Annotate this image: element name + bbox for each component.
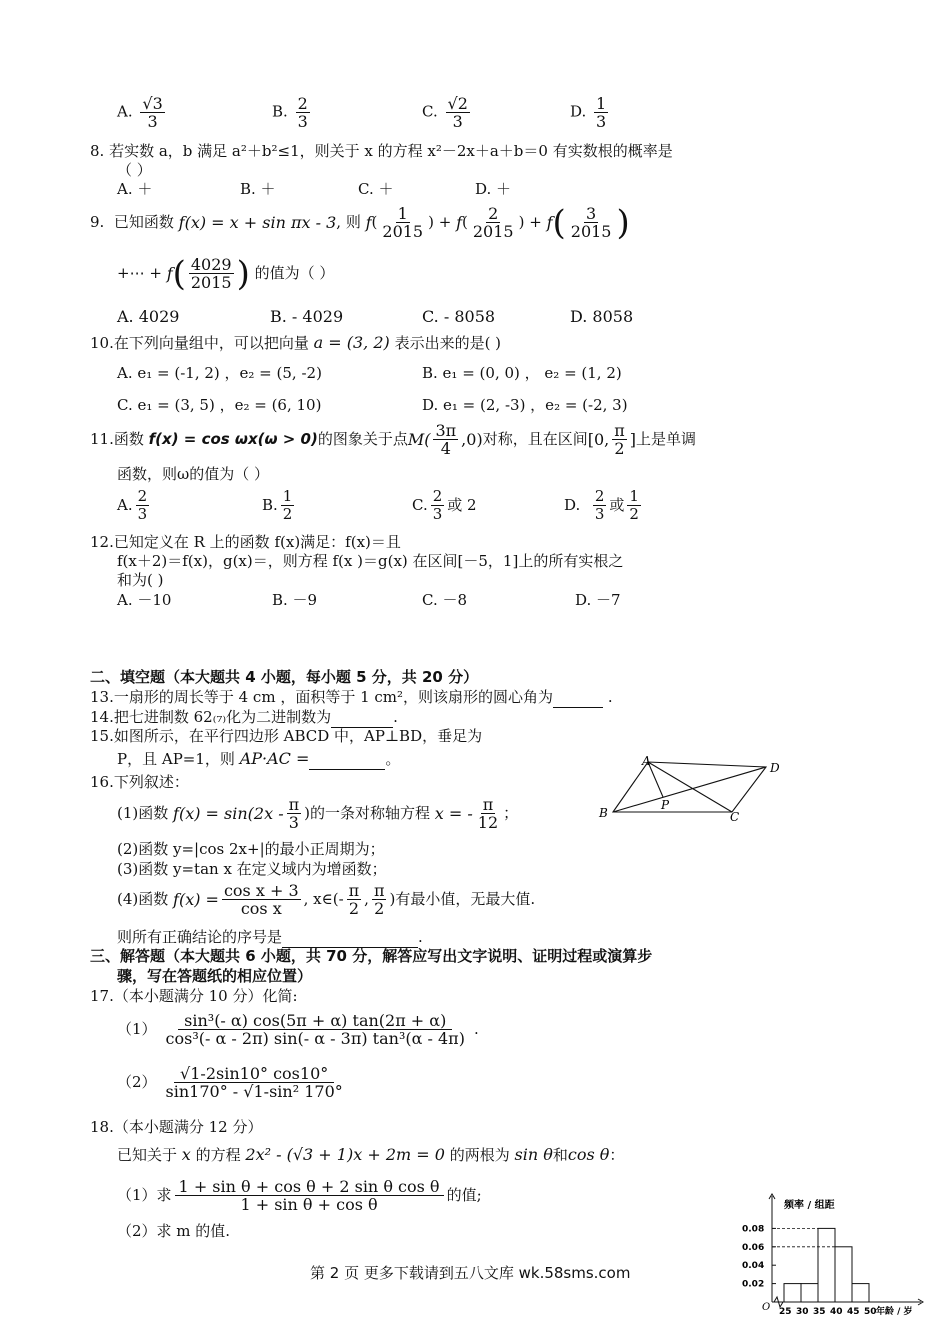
q18-c: 的两根为: [449, 1146, 510, 1164]
histogram-y-tick-1: 0.04: [742, 1261, 765, 1272]
q18-s1-num: 1 + sin θ + cos θ + 2 sin θ cos θ: [175, 1178, 444, 1196]
section3-title-2: 骤，写在答题纸的相应位置）: [117, 967, 313, 985]
q18-x: x: [181, 1145, 191, 1164]
point-c-label: C: [730, 810, 740, 824]
point-p-label: P: [661, 798, 670, 812]
s1-n2: π: [482, 795, 494, 814]
q7-c-num: √2: [447, 94, 468, 113]
histogram-bar-1: [801, 1284, 818, 1302]
q16-statement-1: [117, 796, 518, 831]
histogram-title: 频率 / 组距: [784, 1200, 835, 1211]
q11-int-close: ]: [629, 430, 636, 449]
q9-f3: f: [546, 213, 553, 232]
q18-part-2: （2）求 m 的值.: [117, 1222, 231, 1240]
q9-line2: [117, 253, 335, 294]
q11-c-frac: [431, 488, 445, 523]
histogram-bar-4: [852, 1284, 869, 1302]
q11-c-n: 2: [432, 487, 443, 505]
q11-b-frac: [281, 488, 295, 523]
q7-b-num: 2: [297, 94, 308, 113]
histogram-x-tick-3: 40: [830, 1307, 843, 1317]
q12-option-b: B. －9: [272, 591, 318, 609]
q13-blank: [553, 688, 603, 708]
q9-frac2: [471, 205, 516, 240]
q9-option-b: B. - 4029: [270, 307, 344, 326]
q15-l2-text: P，且 AP=1，则: [117, 750, 235, 768]
q17-p2-label: （2）: [117, 1073, 157, 1091]
q18-sin: sin θ: [514, 1145, 553, 1164]
s1-d: 3: [288, 813, 299, 832]
q9-d4: 2015: [190, 273, 232, 292]
q9-line2-lead: +⋯ +: [117, 264, 162, 282]
q7-c-label: C.: [422, 102, 438, 121]
q18-s1-den: 1 + sin θ + cos θ: [240, 1195, 378, 1214]
q17-p1-num: sin³(- α) cos(5π + α) tan(2π + α): [178, 1012, 452, 1030]
q7-d-den: 3: [596, 112, 607, 131]
q11-stem3: 对称，且在区间: [482, 430, 588, 448]
s1-n: π: [288, 795, 300, 814]
q11-stem2: 的图象关于点: [317, 430, 408, 448]
q11-option-b: [262, 488, 297, 523]
histogram-y-tick-2: 0.06: [742, 1242, 765, 1253]
s4-d1: 2: [348, 899, 359, 918]
q17-p2-frac: [160, 1065, 349, 1100]
q17-p2-den: sin170° - √1-sin² 170°: [165, 1082, 343, 1101]
q11-c-tail: 或 2: [447, 496, 477, 514]
q11-d-or: 或: [609, 496, 625, 514]
s1-end: ；: [503, 804, 519, 822]
q9-d1: 2015: [382, 222, 424, 241]
s4-n: cos x + 3: [223, 881, 299, 900]
q17-p1-label: （1）: [117, 1020, 157, 1038]
section2-title: 二、填空题（本大题共 4 小题，每小题 5 分，共 20 分）: [90, 668, 479, 686]
histogram-bar-0: [784, 1284, 801, 1302]
q18-eq: 2x² - (√3 + 1)x + 2m = 0: [245, 1145, 445, 1164]
q16-conclusion: [117, 928, 423, 948]
q10-option-a: A. e₁ = (-1, 2) ，e₂ = (5, -2): [117, 364, 322, 382]
q12-line3: 和为( ): [117, 571, 164, 589]
q11-b-n: 1: [282, 487, 293, 505]
s1-d2: 12: [477, 813, 499, 832]
q11-d-n1: 2: [594, 487, 605, 505]
q7-option-b: [272, 95, 313, 130]
q7-d-label: D.: [570, 102, 587, 121]
s5-text: 则所有正确结论的序号是: [117, 928, 283, 946]
s4-frac1: [347, 882, 362, 917]
q7-b-label: B.: [272, 102, 288, 121]
q9-func: f(x) = x + sin πx - 3: [178, 213, 337, 232]
s4-d2: 2: [374, 899, 385, 918]
q16-statement-4: [117, 882, 535, 917]
histogram-x-label: 年龄 / 岁: [876, 1307, 913, 1317]
q12-option-d: D. －7: [575, 591, 621, 609]
q11-stem: [90, 422, 696, 457]
q17-p1-frac: [160, 1012, 471, 1047]
q14-text: 14.把七进制数 62₍₇₎化为二进制数为: [90, 708, 332, 726]
q7-option-a: [117, 95, 168, 130]
q9-d3: 2015: [570, 222, 612, 241]
s1-x: x = -: [434, 804, 473, 823]
q9-option-d: D. 8058: [570, 307, 634, 326]
q18-a: 已知关于: [117, 1146, 178, 1164]
q18-b: 的方程: [195, 1146, 241, 1164]
q11-mn: 3π: [435, 421, 457, 440]
q11-a-label: A.: [117, 496, 133, 514]
q14-blank: [331, 708, 393, 728]
q11-d-d1: 3: [594, 505, 605, 523]
q13-line: [90, 688, 613, 708]
q12-line1: 12.已知定义在 R 上的函数 f(x)满足：f(x)＝且: [90, 533, 401, 551]
histogram-x-tick-4: 45: [847, 1307, 860, 1317]
q7-d-frac: [594, 95, 608, 130]
parallelogram-figure: [596, 755, 796, 825]
q10-vec: a = (3, 2): [313, 333, 390, 352]
q11-stem1: 11.函数: [90, 430, 144, 448]
q12-line2: f(x＋2)＝f(x)，g(x)＝，则方程 f(x )＝g(x) 在区间[－5，1]上的所有实根之: [117, 552, 624, 570]
q11-md: 4: [440, 439, 451, 458]
q9-f4: f: [166, 264, 173, 283]
q9-rparen4: ): [236, 253, 250, 294]
q9-frac1: [380, 205, 425, 240]
q11-func: f(x) = cos ωx(ω > 0): [148, 430, 318, 448]
q9-lead: 已知函数: [113, 213, 174, 231]
q11-d-label: D.: [564, 496, 581, 514]
q15-end: 。: [385, 750, 401, 768]
q9-option-a: A. 4029: [117, 307, 180, 326]
q10-option-b: B. e₁ = (0, 0) ， e₂ = (1, 2): [422, 364, 622, 382]
s4-lead: (4)函数: [117, 890, 169, 908]
q9-plus2: +: [529, 213, 542, 231]
histogram-origin: O: [762, 1302, 771, 1313]
q9-d2: 2015: [472, 222, 514, 241]
q18-and: 和: [552, 1146, 568, 1164]
q8-option-b: B. ＋: [240, 180, 276, 198]
q16-statement-3: (3)函数 y=tan x 在定义域内为增函数；: [117, 860, 387, 878]
q10-tail: 表示出来的是( ): [394, 334, 502, 352]
q9-lparen3: (: [552, 202, 566, 243]
s4-n2: π: [373, 881, 385, 900]
histogram-y-tick-0: 0.02: [742, 1279, 765, 1290]
s4-comma: ,: [364, 890, 369, 908]
s1-lead: (1)函数: [117, 804, 169, 822]
q9-comma: , 则: [336, 213, 361, 231]
q11-a-frac: [136, 488, 150, 523]
s4-n1: π: [348, 881, 360, 900]
s1-frac: [287, 796, 302, 831]
q9-frac4: [189, 256, 234, 291]
q9-frac3: [569, 205, 614, 240]
histogram-bar-2: [818, 1228, 835, 1302]
q14-line: [90, 708, 398, 728]
q11-b-d: 2: [282, 505, 293, 523]
q13-end: .: [607, 688, 613, 706]
q8-option-d: D. ＋: [475, 180, 512, 198]
q15-line2: [117, 749, 400, 770]
q10-option-c: C. e₁ = (3, 5) ，e₂ = (6, 10): [117, 396, 322, 414]
q7-b-frac: [296, 95, 310, 130]
q9-n3: 3: [586, 204, 597, 223]
q7-b-den: 3: [297, 112, 308, 131]
q7-option-c: [422, 95, 473, 130]
histogram-x-tick-2: 35: [813, 1307, 826, 1317]
s4-end: )有最小值，无最大值.: [389, 890, 536, 908]
q11-id: 2: [614, 439, 625, 458]
q11-d-frac2: [627, 488, 641, 523]
page-footer: 第 2 页 更多下载请到五八文库 wk.58sms.com: [310, 1264, 631, 1282]
q10-option-d: D. e₁ = (2, -3) ，e₂ = (-2, 3): [422, 396, 628, 414]
s4-frac2: [372, 882, 387, 917]
q18-end: ：: [609, 1146, 625, 1164]
point-d-label: D: [770, 761, 780, 775]
q9-n1: 1: [397, 204, 408, 223]
q9-n2: 2: [488, 204, 499, 223]
q7-c-den: 3: [452, 112, 463, 131]
q11-int-open: [0,: [587, 430, 610, 449]
s4-d: cos x: [240, 899, 282, 918]
s4-frac: [222, 882, 301, 917]
s1-mid: )的一条对称轴方程: [304, 804, 430, 822]
q11-d-d2: 2: [629, 505, 639, 523]
q13-text: 13.一扇形的周长等于 4 cm ，面积等于 1 cm²，则该扇形的圆心角为: [90, 688, 554, 706]
q9-plus1: +: [438, 213, 452, 231]
q9-num: 9.: [90, 213, 105, 231]
q17-p1-den: cos³(- α - 2π) sin(- α - 3π) tan³(α - 4π): [165, 1029, 465, 1048]
q17-part-2: [117, 1065, 352, 1100]
q11-option-c: [412, 488, 477, 523]
q18-cos: cos θ: [567, 1145, 610, 1164]
histogram-x-tick-1: 30: [796, 1307, 809, 1317]
s4-domain: , x∈(-: [303, 890, 344, 908]
q11-d-frac1: [593, 488, 607, 523]
q11-b-label: B.: [262, 496, 278, 514]
q8-option-a: A. ＋: [117, 180, 153, 198]
histogram-x-tick-5: 50: [864, 1307, 877, 1317]
q17-p2-num: √1-2sin10° cos10°: [174, 1065, 334, 1083]
q7-option-d: [570, 95, 611, 130]
q9-rparen3: ): [616, 202, 630, 243]
q9-line1: 9. 已知函数 f(x) = x + sin πx - 3 , 则 f ( $\frac{1}{2015}$ ) + f ( $\frac{2}{2015}$ ) + f ( $\frac{3}{2015}$ ): [90, 202, 630, 243]
q7-d-num: 1: [596, 94, 607, 113]
q11-m-tail: ,0): [461, 430, 483, 449]
q15-expr: AP·AC =: [239, 749, 310, 768]
q18-s1-label: （1）求: [117, 1186, 172, 1204]
q8-option-c: C. ＋: [358, 180, 394, 198]
q9-f1: f: [365, 213, 372, 232]
q7-a-den: 3: [147, 112, 158, 131]
q11-a-d: 3: [137, 505, 148, 523]
q16-statement-2: (2)函数 y=|cos 2x+|的最小正周期为；: [117, 840, 385, 858]
q11-option-d: [564, 488, 644, 523]
q18-s1-frac: [175, 1178, 444, 1213]
q15-blank: [309, 750, 385, 770]
q16-stem: 16.下列叙述：: [90, 773, 189, 791]
q12-option-a: A. －10: [117, 591, 172, 609]
q7-a-frac: [140, 95, 164, 130]
q11-c-d: 3: [432, 505, 443, 523]
s1-func: f(x) = sin(2x -: [173, 804, 284, 823]
age-histogram: [738, 1190, 928, 1320]
histogram-y-tick-3: 0.08: [742, 1224, 765, 1235]
s4-func: f(x) =: [173, 890, 219, 909]
q11-m: M(: [407, 430, 431, 449]
diagonal-bd: [613, 767, 766, 812]
q11-stem4: 上是单调: [635, 430, 696, 448]
q10-stem: 10.在下列向量组中，可以把向量: [90, 334, 309, 352]
point-b-label: B: [599, 806, 608, 820]
q18-part-1: [117, 1178, 482, 1213]
q9-tail: 的值为（ ）: [254, 264, 335, 282]
q18-line: [117, 1145, 624, 1165]
histogram-x-tick-0: 25: [779, 1307, 792, 1317]
q11-in: π: [614, 421, 625, 440]
q11-int-frac: [612, 422, 627, 457]
s1-frac2: [476, 796, 500, 831]
histogram-bar-3: [835, 1247, 852, 1302]
q11-m-frac: [433, 422, 458, 457]
q9-n4: 4029: [190, 255, 232, 274]
q8-paren: （ ）: [117, 161, 152, 179]
q10-stem-line: [90, 333, 501, 353]
q7-a-label: A.: [117, 102, 133, 121]
q14-end: .: [393, 708, 398, 726]
q18-s1-end: 的值;: [446, 1186, 482, 1204]
q11-c-label: C.: [412, 496, 428, 514]
q7-a-num: √3: [142, 94, 163, 113]
q12-option-c: C. －8: [422, 591, 468, 609]
q9-f2: f: [456, 213, 463, 232]
q11-a-n: 2: [137, 487, 148, 505]
q17-p1-end: .: [473, 1020, 479, 1038]
q15-line1: 15.如图所示，在平行四边形 ABCD 中，AP⊥BD，垂足为: [90, 727, 483, 745]
point-a-label: A: [642, 755, 651, 768]
s5-end: .: [418, 928, 423, 946]
q9-lparen4: (: [172, 253, 186, 294]
q7-c-frac: [446, 95, 470, 130]
q16-blank: [282, 928, 418, 948]
q11-line2: 函数，则ω的值为（ ）: [117, 465, 270, 483]
section3-title-1: 三、解答题（本大题共 6 小题，共 70 分，解答应写出文字说明、证明过程或演算步: [90, 947, 653, 965]
q11-option-a: [117, 488, 152, 523]
q17-part-1: [117, 1012, 479, 1047]
q18-stem: 18.（本小题满分 12 分）: [90, 1118, 263, 1136]
q17-stem: 17.（本小题满分 10 分）化简:: [90, 987, 298, 1005]
q11-d-n2: 1: [629, 487, 639, 505]
q8-stem: 8. 若实数 a，b 满足 a²＋b²≤1，则关于 x 的方程 x²－2x＋a＋b＝0 有实数根的概率是: [90, 142, 673, 160]
q9-option-c: C. - 8058: [422, 307, 496, 326]
